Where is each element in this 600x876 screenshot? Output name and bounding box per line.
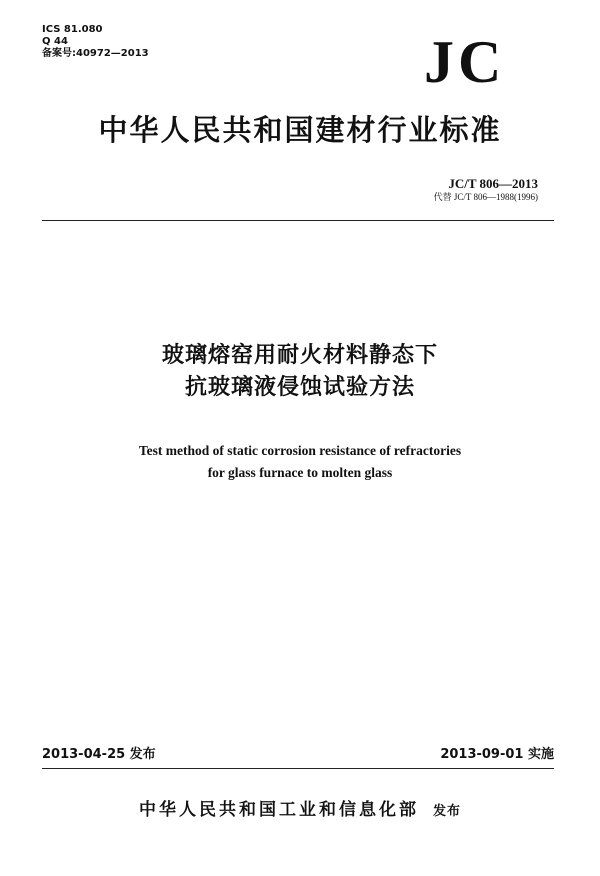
issuer-name: 中华人民共和国工业和信息化部 <box>138 800 419 820</box>
filing-number: 备案号:40972—2013 <box>42 48 149 59</box>
effective-date: 2013-09-01 实施 <box>440 747 554 762</box>
ics-code: ICS 81.080 <box>42 24 103 35</box>
english-title <box>0 440 600 484</box>
chinese-title-line-1: 玻璃熔窑用耐火材料静态下 <box>161 343 438 368</box>
replaces-standard: 代替 JC/T 806—1988(1996) <box>433 192 538 202</box>
chinese-title <box>0 340 600 404</box>
bottom-divider <box>42 768 554 769</box>
series-title: 中华人民共和国建材行业标准 <box>98 113 502 147</box>
standard-code-block <box>434 176 538 203</box>
ccs-code: Q 44 <box>42 36 68 47</box>
english-title-line-1: Test method of static corrosion resistance of refractories <box>138 443 462 458</box>
issuing-authority <box>0 798 600 824</box>
english-title-line-2: for glass furnace to molten glass <box>207 465 393 480</box>
issuer-suffix: 发布 <box>432 804 461 819</box>
jc-logo: JC <box>424 29 506 95</box>
issue-date: 2013-04-25 发布 <box>42 747 156 762</box>
standard-code: JC/T 806—2013 <box>448 176 538 191</box>
chinese-title-line-2: 抗玻璃液侵蚀试验方法 <box>184 375 415 400</box>
top-divider <box>42 220 554 221</box>
